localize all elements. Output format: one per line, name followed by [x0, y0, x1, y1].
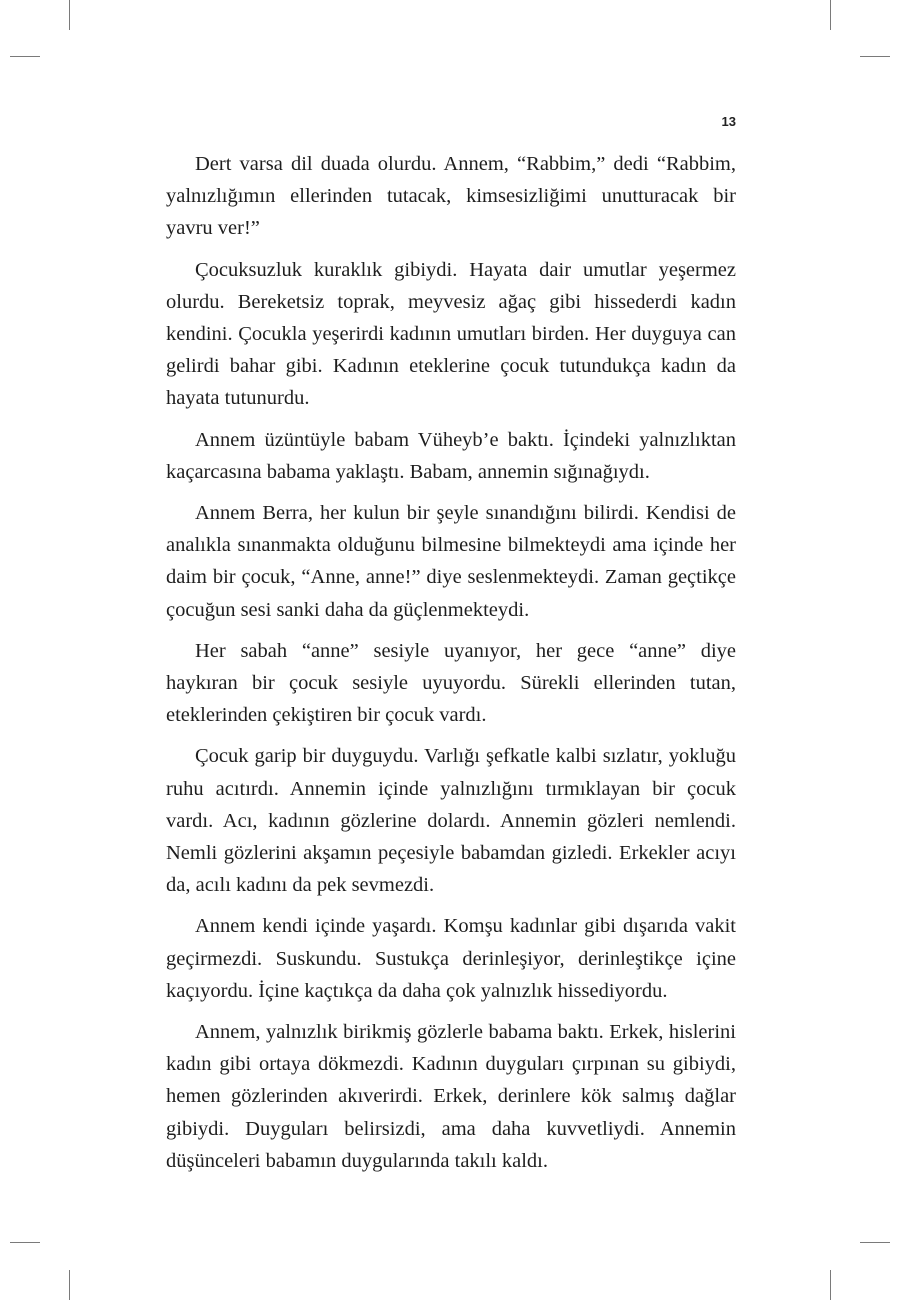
- crop-mark-bottom-left-horizontal: [10, 1242, 40, 1243]
- crop-mark-bottom-right-horizontal: [860, 1242, 890, 1243]
- crop-mark-top-left-horizontal: [10, 56, 40, 57]
- paragraph: Annem Berra, her kulun bir şeyle sınandığını bilirdi. Kendisi de analıkla sınanmakta olduğunu bilmesine bilmekteydi ama içinde her daim bir çocuk, “Anne, anne!” diye seslenmekteydi. Zaman geçtikçe çocuğun sesi sanki daha da güçlenmekteydi.: [166, 502, 736, 621]
- crop-mark-top-right-horizontal: [860, 56, 890, 57]
- crop-mark-top-left-vertical: [69, 0, 70, 30]
- page-body-text: [166, 148, 736, 1186]
- crop-mark-bottom-left-vertical: [69, 1270, 70, 1300]
- paragraph: Annem üzüntüyle babam Vüheyb’e baktı. İçindeki yalnızlıktan kaçarcasına babama yaklaştı. Babam, annemin sığınağıydı.: [166, 428, 736, 483]
- paragraph: Dert varsa dil duada olurdu. Annem, “Rabbim,” dedi “Rabbim, yalnızlığımın ellerinden tutacak, kimsesizliğimi unutturacak bir yavru ver!”: [166, 153, 736, 240]
- crop-mark-bottom-right-vertical: [830, 1270, 831, 1300]
- crop-mark-top-right-vertical: [830, 0, 831, 30]
- paragraph: Her sabah “anne” sesiyle uyanıyor, her gece “anne” diye haykıran bir çocuk sesiyle uyuyordu. Sürekli ellerinden tutan, eteklerinden çekiştiren bir çocuk vardı.: [166, 639, 736, 727]
- paragraph: Annem kendi içinde yaşardı. Komşu kadınlar gibi dışarıda vakit geçirmezdi. Suskundu. Sustukça derinleşiyor, derinleştikçe içine kaçıyordu. İçine kaçtıkça da daha çok yalnızlık hissediyordu.: [166, 915, 736, 1002]
- paragraph: Annem, yalnızlık birikmiş gözlerle babama baktı. Erkek, hislerini kadın gibi ortaya dökmezdi. Kadının duyguları çırpınan su gibiydi, hemen gözlerinden akıverirdi. Erkek, derinlere kök salmış dağlar gibiydi. Duyguları belirsizdi, ama daha kuvvetliydi. Annemin düşünceleri babamın duygularında takılı kaldı.: [166, 1021, 736, 1172]
- page-number: 13: [721, 114, 736, 129]
- paragraph: Çocuksuzluk kuraklık gibiydi. Hayata dair umutlar yeşermez olurdu. Bereketsiz toprak, meyvesiz ağaç gibi hissederdi kadın kendini. Çocukla yeşerirdi kadının umutları birden. Her duyguya can gelirdi bahar gibi. Kadının eteklerine çocuk tutundukça kadın da hayata tutunurdu.: [166, 258, 736, 410]
- paragraph: Çocuk garip bir duyguydu. Varlığı şefkatle kalbi sızlatır, yokluğu ruhu acıtırdı. Annemin içinde yalnızlığını tırmıklayan bir çocuk vardı. Acı, kadının gözlerine dolardı. Annemin gözleri nemlendi. Nemli gözlerini akşamın peçesiyle babamdan gizledi. Erkekler acıyı da, acılı kadını da pek sevmezdi.: [166, 745, 736, 897]
